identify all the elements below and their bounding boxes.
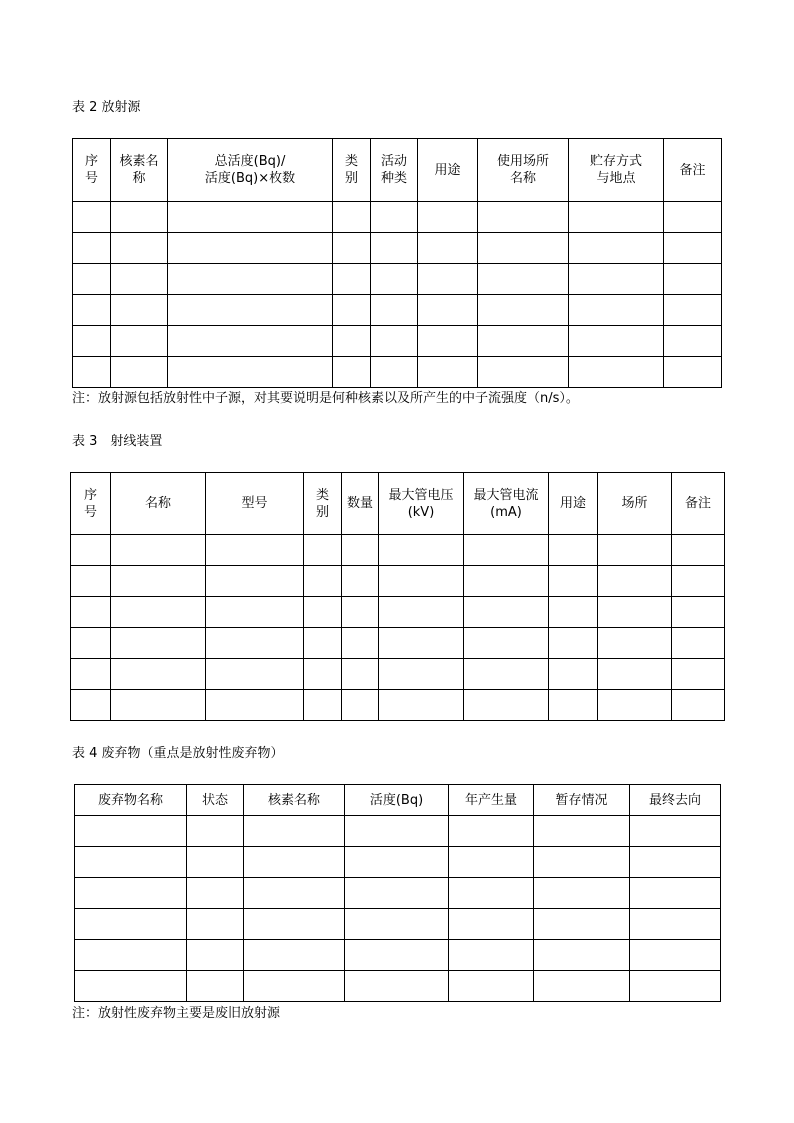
header-cell: 暂存情况 — [534, 785, 630, 816]
empty-cell[interactable] — [333, 233, 371, 264]
empty-cell[interactable] — [449, 940, 534, 971]
empty-cell[interactable] — [342, 535, 379, 566]
header-cell: 活动 种类 — [371, 139, 418, 202]
empty-cell[interactable] — [111, 659, 206, 690]
table4-note: 注：放射性废弃物主要是废旧放射源 — [72, 1006, 281, 1021]
empty-cell[interactable] — [598, 535, 672, 566]
empty-cell[interactable] — [73, 326, 111, 357]
empty-cell[interactable] — [598, 690, 672, 721]
empty-cell[interactable] — [73, 264, 111, 295]
empty-cell[interactable] — [478, 295, 569, 326]
empty-cell[interactable] — [379, 535, 464, 566]
header-cell: 状态 — [187, 785, 244, 816]
empty-cell[interactable] — [418, 202, 478, 233]
empty-cell[interactable] — [304, 628, 342, 659]
empty-cell[interactable] — [569, 295, 664, 326]
empty-cell[interactable] — [304, 535, 342, 566]
empty-cell[interactable] — [672, 535, 725, 566]
empty-cell[interactable] — [549, 566, 598, 597]
table-row — [71, 628, 725, 659]
table-row — [71, 535, 725, 566]
header-cell: 活度(Bq) — [345, 785, 449, 816]
empty-cell[interactable] — [630, 909, 721, 940]
table2-radioactive-sources — [72, 138, 722, 388]
empty-cell[interactable] — [449, 909, 534, 940]
empty-cell[interactable] — [304, 690, 342, 721]
empty-cell[interactable] — [168, 233, 333, 264]
table-row — [71, 597, 725, 628]
header-cell: 最终去向 — [630, 785, 721, 816]
empty-cell[interactable] — [664, 264, 722, 295]
header-cell: 用途 — [549, 473, 598, 535]
header-cell: 备注 — [664, 139, 722, 202]
header-cell: 最大管电流 (mA) — [464, 473, 549, 535]
empty-cell[interactable] — [75, 940, 187, 971]
empty-cell[interactable] — [672, 597, 725, 628]
empty-cell[interactable] — [345, 940, 449, 971]
table-row — [73, 295, 722, 326]
empty-cell[interactable] — [379, 659, 464, 690]
empty-cell[interactable] — [244, 878, 345, 909]
empty-cell[interactable] — [664, 357, 722, 388]
empty-cell[interactable] — [478, 357, 569, 388]
header-cell: 场所 — [598, 473, 672, 535]
empty-cell[interactable] — [206, 690, 304, 721]
empty-cell[interactable] — [75, 816, 187, 847]
header-cell: 总活度(Bq)/ 活度(Bq)×枚数 — [168, 139, 333, 202]
empty-cell[interactable] — [342, 659, 379, 690]
header-cell: 名称 — [111, 473, 206, 535]
table-row — [71, 659, 725, 690]
empty-cell[interactable] — [73, 233, 111, 264]
empty-cell[interactable] — [549, 597, 598, 628]
empty-cell[interactable] — [464, 690, 549, 721]
empty-cell[interactable] — [73, 202, 111, 233]
empty-cell[interactable] — [569, 264, 664, 295]
table-row — [71, 690, 725, 721]
empty-cell[interactable] — [464, 535, 549, 566]
empty-cell[interactable] — [630, 847, 721, 878]
table-row — [75, 909, 721, 940]
empty-cell[interactable] — [418, 295, 478, 326]
table2-caption: 表 2 放射源 — [72, 100, 141, 115]
empty-cell[interactable] — [664, 326, 722, 357]
empty-cell[interactable] — [304, 566, 342, 597]
empty-cell[interactable] — [111, 690, 206, 721]
empty-cell[interactable] — [168, 326, 333, 357]
empty-cell[interactable] — [168, 264, 333, 295]
empty-cell[interactable] — [71, 566, 111, 597]
empty-cell[interactable] — [449, 971, 534, 1002]
empty-cell[interactable] — [187, 940, 244, 971]
empty-cell[interactable] — [569, 326, 664, 357]
empty-cell[interactable] — [71, 535, 111, 566]
empty-cell[interactable] — [345, 847, 449, 878]
header-cell: 最大管电压 (kV) — [379, 473, 464, 535]
table3-caption: 表 3 射线装置 — [72, 434, 163, 449]
header-cell: 序 号 — [71, 473, 111, 535]
empty-cell[interactable] — [371, 202, 418, 233]
empty-cell[interactable] — [464, 597, 549, 628]
empty-cell[interactable] — [371, 295, 418, 326]
table-row — [73, 202, 722, 233]
empty-cell[interactable] — [342, 566, 379, 597]
empty-cell[interactable] — [345, 816, 449, 847]
header-cell: 核素名称 — [244, 785, 345, 816]
empty-cell[interactable] — [464, 659, 549, 690]
empty-cell[interactable] — [75, 847, 187, 878]
empty-cell[interactable] — [379, 597, 464, 628]
empty-cell[interactable] — [379, 690, 464, 721]
empty-cell[interactable] — [478, 264, 569, 295]
header-cell: 废弃物名称 — [75, 785, 187, 816]
table-row — [71, 566, 725, 597]
empty-cell[interactable] — [664, 233, 722, 264]
empty-cell[interactable] — [111, 357, 168, 388]
empty-cell[interactable] — [111, 202, 168, 233]
empty-cell[interactable] — [333, 357, 371, 388]
empty-cell[interactable] — [304, 597, 342, 628]
empty-cell[interactable] — [534, 971, 630, 1002]
empty-cell[interactable] — [478, 202, 569, 233]
header-cell: 数量 — [342, 473, 379, 535]
empty-cell[interactable] — [569, 357, 664, 388]
empty-cell[interactable] — [168, 295, 333, 326]
empty-cell[interactable] — [672, 628, 725, 659]
empty-cell[interactable] — [672, 566, 725, 597]
empty-cell[interactable] — [206, 535, 304, 566]
empty-cell[interactable] — [672, 659, 725, 690]
empty-cell[interactable] — [111, 233, 168, 264]
empty-cell[interactable] — [333, 326, 371, 357]
empty-cell[interactable] — [418, 326, 478, 357]
table-row — [75, 878, 721, 909]
empty-cell[interactable] — [244, 971, 345, 1002]
empty-cell[interactable] — [549, 628, 598, 659]
empty-cell[interactable] — [187, 909, 244, 940]
table-row — [73, 357, 722, 388]
empty-cell[interactable] — [75, 909, 187, 940]
empty-cell[interactable] — [630, 878, 721, 909]
empty-cell[interactable] — [333, 264, 371, 295]
empty-cell[interactable] — [464, 566, 549, 597]
empty-cell[interactable] — [379, 566, 464, 597]
table3-ray-devices — [70, 472, 725, 721]
empty-cell[interactable] — [71, 690, 111, 721]
empty-cell[interactable] — [111, 628, 206, 659]
empty-cell[interactable] — [111, 597, 206, 628]
empty-cell[interactable] — [345, 971, 449, 1002]
empty-cell[interactable] — [342, 628, 379, 659]
empty-cell[interactable] — [664, 202, 722, 233]
header-cell: 类 别 — [304, 473, 342, 535]
empty-cell[interactable] — [534, 816, 630, 847]
empty-cell[interactable] — [534, 847, 630, 878]
empty-cell[interactable] — [449, 847, 534, 878]
empty-cell[interactable] — [449, 878, 534, 909]
empty-cell[interactable] — [71, 597, 111, 628]
empty-cell[interactable] — [598, 566, 672, 597]
empty-cell[interactable] — [418, 264, 478, 295]
empty-cell[interactable] — [342, 690, 379, 721]
empty-cell[interactable] — [333, 295, 371, 326]
empty-cell[interactable] — [569, 202, 664, 233]
empty-cell[interactable] — [111, 264, 168, 295]
empty-cell[interactable] — [244, 847, 345, 878]
empty-cell[interactable] — [187, 847, 244, 878]
empty-cell[interactable] — [418, 233, 478, 264]
empty-cell[interactable] — [549, 535, 598, 566]
empty-cell[interactable] — [168, 202, 333, 233]
empty-cell[interactable] — [206, 659, 304, 690]
empty-cell[interactable] — [75, 878, 187, 909]
empty-cell[interactable] — [371, 326, 418, 357]
empty-cell[interactable] — [168, 357, 333, 388]
header-cell: 用途 — [418, 139, 478, 202]
empty-cell[interactable] — [478, 326, 569, 357]
table4-waste — [74, 784, 721, 1002]
empty-cell[interactable] — [345, 878, 449, 909]
empty-cell[interactable] — [206, 597, 304, 628]
empty-cell[interactable] — [187, 971, 244, 1002]
header-cell: 型号 — [206, 473, 304, 535]
header-cell: 使用场所 名称 — [478, 139, 569, 202]
empty-cell[interactable] — [187, 816, 244, 847]
empty-cell[interactable] — [111, 535, 206, 566]
empty-cell[interactable] — [549, 690, 598, 721]
empty-cell[interactable] — [345, 909, 449, 940]
empty-cell[interactable] — [111, 295, 168, 326]
empty-cell[interactable] — [371, 264, 418, 295]
empty-cell[interactable] — [187, 878, 244, 909]
empty-cell[interactable] — [569, 233, 664, 264]
empty-cell[interactable] — [75, 971, 187, 1002]
table-row — [73, 233, 722, 264]
table-row — [75, 971, 721, 1002]
empty-cell[interactable] — [449, 816, 534, 847]
empty-cell[interactable] — [418, 357, 478, 388]
header-cell: 备注 — [672, 473, 725, 535]
empty-cell[interactable] — [534, 940, 630, 971]
empty-cell[interactable] — [206, 628, 304, 659]
table-row — [75, 847, 721, 878]
header-cell: 类 别 — [333, 139, 371, 202]
empty-cell[interactable] — [73, 357, 111, 388]
table-row — [73, 326, 722, 357]
empty-cell[interactable] — [111, 326, 168, 357]
empty-cell[interactable] — [71, 659, 111, 690]
header-cell: 年产生量 — [449, 785, 534, 816]
header-cell: 序 号 — [73, 139, 111, 202]
table-row — [75, 940, 721, 971]
header-cell: 贮存方式 与地点 — [569, 139, 664, 202]
empty-cell[interactable] — [664, 295, 722, 326]
empty-cell[interactable] — [464, 628, 549, 659]
empty-cell[interactable] — [206, 566, 304, 597]
empty-cell[interactable] — [534, 878, 630, 909]
empty-cell[interactable] — [371, 357, 418, 388]
empty-cell[interactable] — [534, 909, 630, 940]
empty-cell[interactable] — [304, 659, 342, 690]
empty-cell[interactable] — [371, 233, 418, 264]
empty-cell[interactable] — [73, 295, 111, 326]
empty-cell[interactable] — [333, 202, 371, 233]
empty-cell[interactable] — [630, 940, 721, 971]
empty-cell[interactable] — [478, 233, 569, 264]
table2-note: 注：放射源包括放射性中子源，对其要说明是何种核素以及所产生的中子流强度（n/s）。 — [72, 391, 579, 406]
empty-cell[interactable] — [71, 628, 111, 659]
empty-cell[interactable] — [244, 816, 345, 847]
empty-cell[interactable] — [598, 597, 672, 628]
empty-cell[interactable] — [549, 659, 598, 690]
table4-caption: 表 4 废弃物（重点是放射性废弃物） — [72, 746, 284, 761]
empty-cell[interactable] — [598, 659, 672, 690]
empty-cell[interactable] — [598, 628, 672, 659]
empty-cell[interactable] — [379, 628, 464, 659]
empty-cell[interactable] — [244, 940, 345, 971]
empty-cell[interactable] — [672, 690, 725, 721]
empty-cell[interactable] — [244, 909, 345, 940]
table-row — [75, 816, 721, 847]
empty-cell[interactable] — [111, 566, 206, 597]
empty-cell[interactable] — [342, 597, 379, 628]
header-cell: 核素名 称 — [111, 139, 168, 202]
empty-cell[interactable] — [630, 816, 721, 847]
empty-cell[interactable] — [630, 971, 721, 1002]
table-row — [73, 264, 722, 295]
